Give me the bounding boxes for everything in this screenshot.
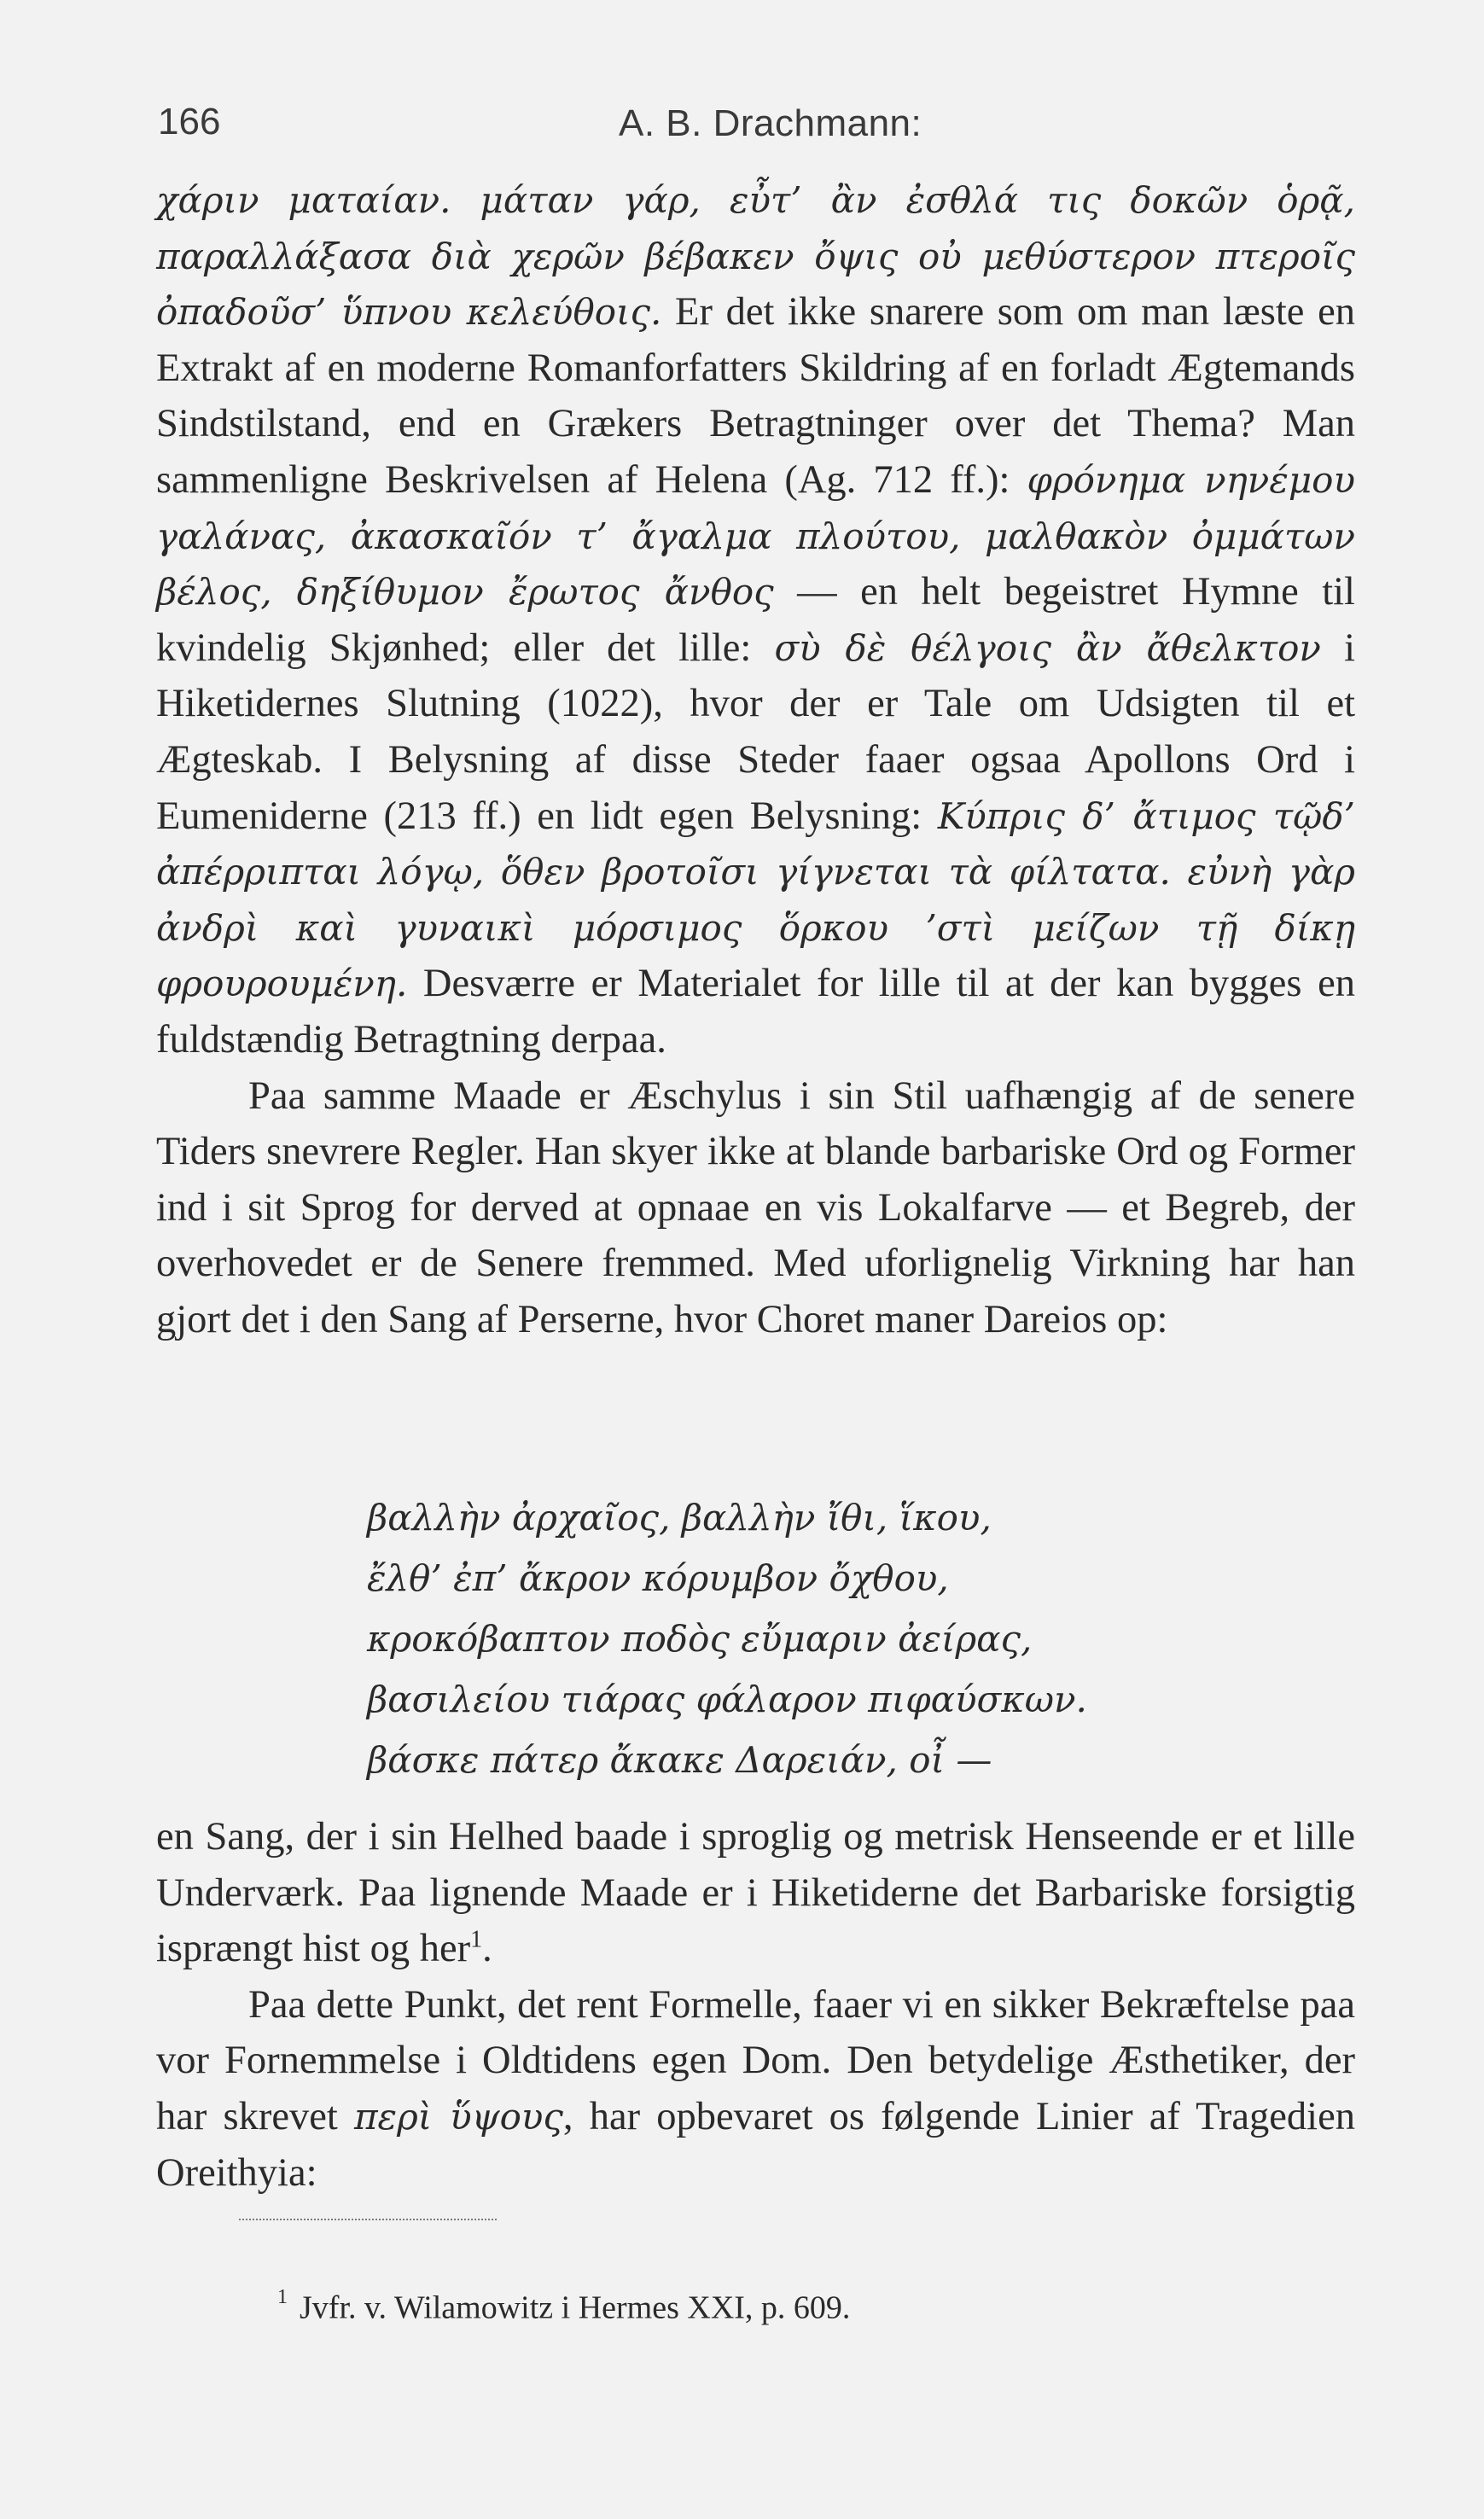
footnote-text: Jvfr. v. Wilamowitz i Hermes XXI, p. 609. — [300, 2289, 851, 2326]
verse-line: βάσκε πάτερ ἄκακε Δαρειάν, οἶ — — [367, 1739, 992, 1781]
paragraph-1 — [156, 172, 1355, 1068]
page-header — [158, 101, 1353, 152]
greek-title: περὶ ὕψους — [353, 2095, 563, 2138]
greek-quote-3: σὺ δὲ θέλγοις ἂν ἄθελκτον — [774, 626, 1321, 669]
verse-line: κροκόβαπτον ποδὸς εὔμαριν ἀείρας, — [367, 1618, 1033, 1660]
paragraph-1-text-d: Desværre er Materialet for lille til at der kan bygges en fuldstændig Betragtning derpaa. — [156, 962, 1355, 1062]
paragraph-4-text-a: Paa dette Punkt, det rent Formelle, faaer vi en sikker Bekræftelse paa vor Fornemmelse i Oldtidens egen Dom. Den betydelige Æsthetiker, der har skrevet — [156, 1982, 1355, 2138]
greek-verse-block — [367, 1487, 1087, 1790]
paragraph-4-text-b: , har opbevaret os følgende Linier af Tragedien Oreithyia: — [156, 2094, 1355, 2195]
paragraph-1-text-a: Er det ikke snarere som om man læste en Extrakt af en moderne Romanforfatters Skildring af en forladt Ægtemands Sindstilstand, end en Grækers Betragtninger over det Thema? Man sammenligne Beskrivelsen af Helena (Ag. 712 ff.): — [156, 290, 1355, 502]
verse-line: βασιλείου τιάρας φάλαρον πιφαύσκων. — [367, 1678, 1087, 1720]
paragraph-3 — [156, 1809, 1355, 1977]
footnote — [277, 2280, 850, 2329]
paragraph-4 — [156, 1977, 1355, 2201]
greek-quote-1: χάριν ματαίαν. μάταν γάρ, εὖτ’ ἂν ἐσθλά τις δοκῶν ὁρᾷ, παραλλάξασα διὰ χερῶν βέβακεν ὄψις οὐ μεθύστερον πτεροῖς ὀπαδοῦσ’ ὕπνου κελεύθοις. — [156, 179, 1355, 334]
verse-line: ἔλθ’ ἐπ’ ἄκρον κόρυμβον ὄχθου, — [367, 1557, 949, 1599]
running-head: A. B. Drachmann: — [619, 102, 922, 144]
main-text-lower — [156, 1809, 1355, 2201]
greek-quote-4: Κύπρις δ’ ἄτιμος τῷδ’ ἀπέρριπται λόγῳ, ὅθεν βροτοῖσι γίγνεται τὰ φίλτατα. εὐνὴ γὰρ ἀνδρὶ καὶ γυναικὶ μόρσιμος ὅρκου ’στὶ μείζων τῇ δίκῃ φρουρουμένη. — [156, 794, 1355, 1005]
paragraph-2: Paa samme Maade er Æschylus i sin Stil uafhængig af de senere Tiders snevrere Regler. Han skyer ikke at blande barbariske Ord og Former ind i sit Sprog for derved at opnaae en vis Lokalfarve — et Begreb, der overhovedet er de Senere fremmed. Med uforlignelig Virkning har han gjort det i den Sang af Perserne, hvor Choret maner Dareios op: — [156, 1073, 1355, 1341]
paragraph-3-text: en Sang, der i sin Helhed baade i sproglig og metrisk Henseende er et lille Underværk. Paa lignende Maade er i Hiketiderne det Barbariske forsigtig isprængt hist og her — [156, 1815, 1355, 1971]
footnote-mark: 1 — [277, 2286, 288, 2308]
page-number: 166 — [158, 101, 221, 143]
paragraph-3-end: . — [482, 1927, 492, 1971]
greek-quote-2: φρόνημα νηνέμου γαλάνας, ἀκασκαῖόν τ’ ἄγαλμα πλούτου, μαλθακὸν ὀμμάτων βέλος, δηξίθυμον ἔρωτος ἄνθος — [156, 458, 1355, 614]
verse-line: βαλλὴν ἀρχαῖος, βαλλὴν ἴθι, ἵκου, — [367, 1497, 992, 1539]
footnote-reference: 1 — [470, 1926, 483, 1953]
paragraph-1-text-c: i Hiketidernes Slutning (1022), hvor der er Tale om Udsigten til et Ægteskab. I Belysning af disse Steder faaer ogsaa Apollons Ord i Eumeniderne (213 ff.) en lidt egen Belysning: — [156, 625, 1356, 838]
footnote-divider — [239, 2219, 497, 2220]
paragraph-1-text-b: — en helt begeistret Hymne til kvindelig Skjønhed; eller det lille: — [156, 570, 1355, 670]
main-text-upper — [156, 172, 1355, 1347]
